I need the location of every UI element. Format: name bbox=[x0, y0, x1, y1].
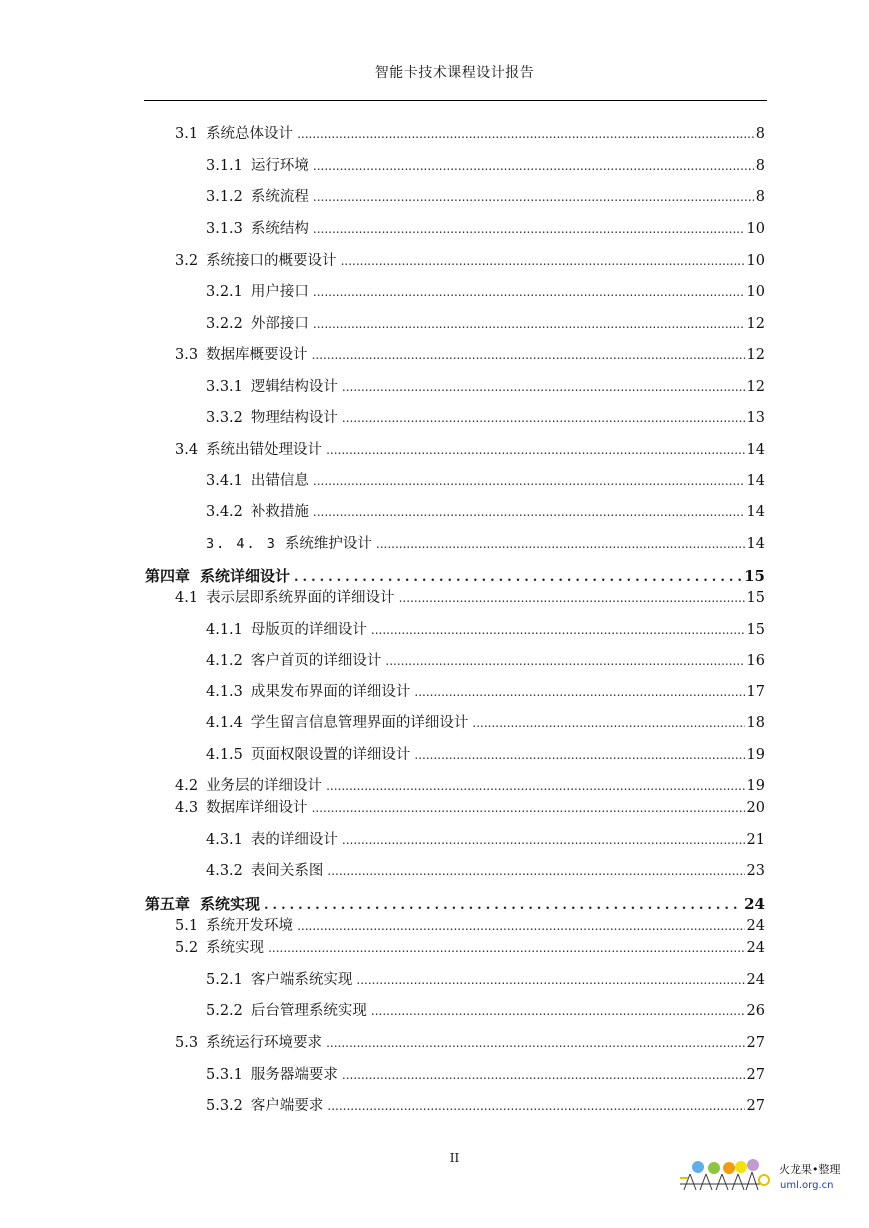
toc-leader-dots bbox=[313, 502, 745, 522]
toc-leader-dots bbox=[313, 187, 754, 207]
toc-entry-page: 15 bbox=[746, 622, 765, 638]
toc-entry-number: 3.4.1 bbox=[206, 473, 243, 489]
toc-entry-number: 5.2.1 bbox=[206, 972, 243, 988]
toc-entry-title: 逻辑结构设计 bbox=[250, 379, 338, 395]
toc-leader-dots bbox=[326, 776, 744, 796]
toc-entry-page: 8 bbox=[755, 126, 765, 142]
toc-entry-number: 5.2.2 bbox=[206, 1003, 243, 1019]
toc-entry[interactable] bbox=[206, 970, 765, 990]
toc-entry[interactable] bbox=[206, 620, 765, 640]
toc-entry[interactable] bbox=[206, 713, 765, 733]
toc-entry-title: 系统总体设计 bbox=[206, 126, 294, 142]
running-header-title: 智能卡技术课程设计报告 bbox=[374, 65, 535, 81]
toc-entry-title: 补救措施 bbox=[250, 504, 309, 520]
toc-entry[interactable] bbox=[175, 776, 765, 796]
toc-entry-number: 4.2 bbox=[175, 778, 199, 794]
toc-leader-dots bbox=[414, 682, 744, 702]
toc-entry-page: 24 bbox=[744, 895, 765, 913]
toc-entry-title: 运行环境 bbox=[250, 158, 309, 174]
toc-leader-dots bbox=[342, 377, 745, 397]
toc-entry-page: 8 bbox=[755, 189, 765, 205]
toc-leader-dots bbox=[313, 219, 745, 239]
toc-entry[interactable] bbox=[206, 682, 765, 702]
toc-entry-number: 3.2.2 bbox=[206, 316, 243, 332]
toc-leader-dots bbox=[268, 938, 744, 958]
toc-leader-dots bbox=[399, 588, 745, 608]
toc-entry-title: 系统开发环境 bbox=[206, 918, 294, 934]
toc-entry-page: 16 bbox=[746, 653, 765, 669]
toc-entry[interactable] bbox=[175, 938, 765, 958]
toc-entry[interactable] bbox=[175, 345, 765, 365]
toc-entry-title: 系统出错处理设计 bbox=[206, 442, 323, 458]
toc-entry-title: 数据库概要设计 bbox=[206, 347, 308, 363]
toc-entry-number: 5.3 bbox=[175, 1035, 199, 1051]
toc-entry[interactable] bbox=[206, 1096, 765, 1116]
toc-entry-page: 15 bbox=[746, 590, 765, 606]
toc-entry-number: 第四章 bbox=[145, 567, 191, 585]
toc-entry-number: 5.3.1 bbox=[206, 1067, 243, 1083]
toc-entry-page: 23 bbox=[746, 863, 765, 879]
toc-entry-title: 系统流程 bbox=[250, 189, 309, 205]
toc-leader-dots bbox=[342, 830, 745, 850]
toc-entry[interactable] bbox=[206, 314, 765, 334]
toc-leader-dots bbox=[264, 896, 742, 916]
toc-entry-title: 表的详细设计 bbox=[250, 832, 338, 848]
toc-entry-title: 系统运行环境要求 bbox=[206, 1035, 323, 1051]
toc-entry-page: 27 bbox=[746, 1098, 765, 1114]
toc-entry[interactable] bbox=[175, 588, 765, 608]
toc-entry-title: 服务器端要求 bbox=[250, 1067, 338, 1083]
toc-entry-title: 外部接口 bbox=[250, 316, 309, 332]
toc-entry-number: 5.3.2 bbox=[206, 1098, 243, 1114]
toc-entry-title: 表示层即系统界面的详细设计 bbox=[206, 590, 395, 606]
toc-entry[interactable] bbox=[206, 219, 765, 239]
toc-entry-number: 4.1.3 bbox=[206, 684, 243, 700]
toc-leader-dots bbox=[371, 1001, 745, 1021]
toc-leader-dots bbox=[341, 251, 745, 271]
toc-leader-dots bbox=[342, 408, 745, 428]
toc-entry-number: 3.1.3 bbox=[206, 221, 243, 237]
toc-leader-dots bbox=[313, 156, 754, 176]
toc-entry[interactable] bbox=[206, 156, 765, 176]
watermark-name: 火龙果•整理 bbox=[779, 1163, 841, 1176]
toc-entry-title: 学生留言信息管理界面的详细设计 bbox=[250, 715, 469, 731]
toc-entry-number: 4.1.1 bbox=[206, 622, 243, 638]
toc-leader-dots bbox=[327, 1096, 744, 1116]
toc-chapter-entry[interactable] bbox=[145, 566, 765, 588]
toc-entry-page: 14 bbox=[746, 536, 765, 552]
toc-entry-title: 数据库详细设计 bbox=[206, 800, 308, 816]
toc-entry-title: 物理结构设计 bbox=[250, 410, 338, 426]
toc-entry[interactable] bbox=[206, 408, 765, 428]
toc-entry-number: 4.1 bbox=[175, 590, 199, 606]
toc-entry-title: 系统维护设计 bbox=[284, 536, 372, 552]
toc-entry-page: 12 bbox=[746, 379, 765, 395]
toc-entry[interactable] bbox=[206, 534, 765, 554]
toc-entry[interactable] bbox=[206, 377, 765, 397]
toc-entry-page: 10 bbox=[746, 284, 765, 300]
watermark-url: uml.org.cn bbox=[780, 1180, 834, 1191]
footer-page-number: II bbox=[449, 1151, 460, 1165]
toc-leader-dots bbox=[312, 345, 745, 365]
toc-leader-dots bbox=[312, 798, 745, 818]
toc-entry-page: 14 bbox=[746, 504, 765, 520]
toc-entry-number: 4.3.1 bbox=[206, 832, 243, 848]
toc-entry-number: 3.2 bbox=[175, 253, 199, 269]
toc-entry-page: 13 bbox=[746, 410, 765, 426]
toc-entry-page: 24 bbox=[746, 972, 765, 988]
toc-leader-dots bbox=[342, 1065, 745, 1085]
toc-entry[interactable] bbox=[206, 502, 765, 522]
toc-entry[interactable] bbox=[206, 471, 765, 491]
toc-leader-dots bbox=[376, 534, 745, 554]
toc-entry-page: 24 bbox=[746, 940, 765, 956]
toc-entry-page: 24 bbox=[746, 918, 765, 934]
toc-leader-dots bbox=[294, 568, 742, 588]
toc-entry-number: 4.1.5 bbox=[206, 747, 243, 763]
toc-entry-number: 5.1 bbox=[175, 918, 199, 934]
toc-entry-title: 用户接口 bbox=[250, 284, 309, 300]
toc-entry-number: 3.3.1 bbox=[206, 379, 243, 395]
toc-entry-page: 12 bbox=[746, 316, 765, 332]
toc-entry-number: 3.1 bbox=[175, 126, 199, 142]
toc-leader-dots bbox=[313, 314, 745, 334]
toc-leader-dots bbox=[326, 440, 744, 460]
toc-entry-title: 系统结构 bbox=[250, 221, 309, 237]
toc-entry[interactable] bbox=[175, 916, 765, 936]
toc-entry-number: 3.1.1 bbox=[206, 158, 243, 174]
toc-entry-page: 19 bbox=[746, 747, 765, 763]
toc-leader-dots bbox=[297, 916, 744, 936]
toc-entry-number: 3.2.1 bbox=[206, 284, 243, 300]
toc-entry-title: 母版页的详细设计 bbox=[250, 622, 367, 638]
toc-entry-page: 21 bbox=[746, 832, 765, 848]
toc-entry[interactable] bbox=[175, 124, 765, 144]
toc-leader-dots bbox=[371, 620, 745, 640]
toc-entry-title: 客户端要求 bbox=[250, 1098, 324, 1114]
toc-entry-number: 4.3 bbox=[175, 800, 199, 816]
toc-leader-dots bbox=[297, 124, 754, 144]
toc-entry-number: 4.1.4 bbox=[206, 715, 243, 731]
toc-entry[interactable] bbox=[206, 651, 765, 671]
toc-entry-title: 系统接口的概要设计 bbox=[206, 253, 337, 269]
toc-leader-dots bbox=[472, 713, 744, 733]
toc-entry[interactable] bbox=[206, 1065, 765, 1085]
toc-entry-number: 3.1.2 bbox=[206, 189, 243, 205]
toc-entry-page: 20 bbox=[746, 800, 765, 816]
toc-entry[interactable] bbox=[206, 861, 765, 881]
toc-entry-page: 10 bbox=[746, 253, 765, 269]
toc-entry[interactable] bbox=[175, 798, 765, 818]
toc-entry-page: 12 bbox=[746, 347, 765, 363]
toc-leader-dots bbox=[313, 471, 745, 491]
toc-entry-title: 表间关系图 bbox=[250, 863, 324, 879]
toc-leader-dots bbox=[326, 1033, 744, 1053]
toc-entry-number: 3.4.2 bbox=[206, 504, 243, 520]
toc-entry[interactable] bbox=[175, 1033, 765, 1053]
toc-entry-page: 10 bbox=[746, 221, 765, 237]
toc-entry-title: 后台管理系统实现 bbox=[250, 1003, 367, 1019]
toc-entry[interactable] bbox=[206, 187, 765, 207]
toc-entry-page: 14 bbox=[746, 473, 765, 489]
toc-entry-title: 业务层的详细设计 bbox=[206, 778, 323, 794]
toc-entry-title: 系统实现 bbox=[200, 895, 261, 913]
toc-entry-title: 出错信息 bbox=[250, 473, 309, 489]
toc-entry[interactable] bbox=[175, 440, 765, 460]
toc-entry-title: 客户端系统实现 bbox=[250, 972, 353, 988]
toc-entry-title: 页面权限设置的详细设计 bbox=[250, 747, 411, 763]
toc-entry-title: 系统详细设计 bbox=[200, 567, 291, 585]
toc-entry-page: 27 bbox=[746, 1035, 765, 1051]
toc-entry-number: 3.3.2 bbox=[206, 410, 243, 426]
toc-entry-page: 19 bbox=[746, 778, 765, 794]
toc-entry-number: 第五章 bbox=[145, 895, 191, 913]
toc-entry[interactable] bbox=[175, 251, 765, 271]
toc-entry-page: 27 bbox=[746, 1067, 765, 1083]
toc-entry-number: 5.2 bbox=[175, 940, 199, 956]
toc-leader-dots bbox=[327, 861, 744, 881]
toc-entry[interactable] bbox=[206, 745, 765, 765]
toc-entry-title: 客户首页的详细设计 bbox=[250, 653, 382, 669]
toc-entry[interactable] bbox=[206, 830, 765, 850]
toc-entry-page: 8 bbox=[755, 158, 765, 174]
toc-entry[interactable] bbox=[206, 1001, 765, 1021]
toc-entry-page: 17 bbox=[746, 684, 765, 700]
toc-entry-page: 15 bbox=[744, 567, 765, 585]
toc-leader-dots bbox=[356, 970, 744, 990]
toc-entry-title: 成果发布界面的详细设计 bbox=[250, 684, 411, 700]
toc-entry-number: 4.1.2 bbox=[206, 653, 243, 669]
toc-entry-page: 18 bbox=[746, 715, 765, 731]
toc-entry-number: 3.3 bbox=[175, 347, 199, 363]
toc-chapter-entry[interactable] bbox=[145, 894, 765, 916]
toc-leader-dots bbox=[313, 282, 745, 302]
toc-entry-number: 4.3.2 bbox=[206, 863, 243, 879]
toc-entry-page: 14 bbox=[746, 442, 765, 458]
toc-entry-number: 3. 4. 3 bbox=[206, 536, 277, 552]
toc-entry[interactable] bbox=[206, 282, 765, 302]
toc-leader-dots bbox=[414, 745, 744, 765]
toc-entry-number: 3.4 bbox=[175, 442, 199, 458]
toc-entry-page: 26 bbox=[746, 1003, 765, 1019]
toc-entry-title: 系统实现 bbox=[206, 940, 265, 956]
toc-leader-dots bbox=[385, 651, 744, 671]
header-rule bbox=[144, 100, 767, 101]
